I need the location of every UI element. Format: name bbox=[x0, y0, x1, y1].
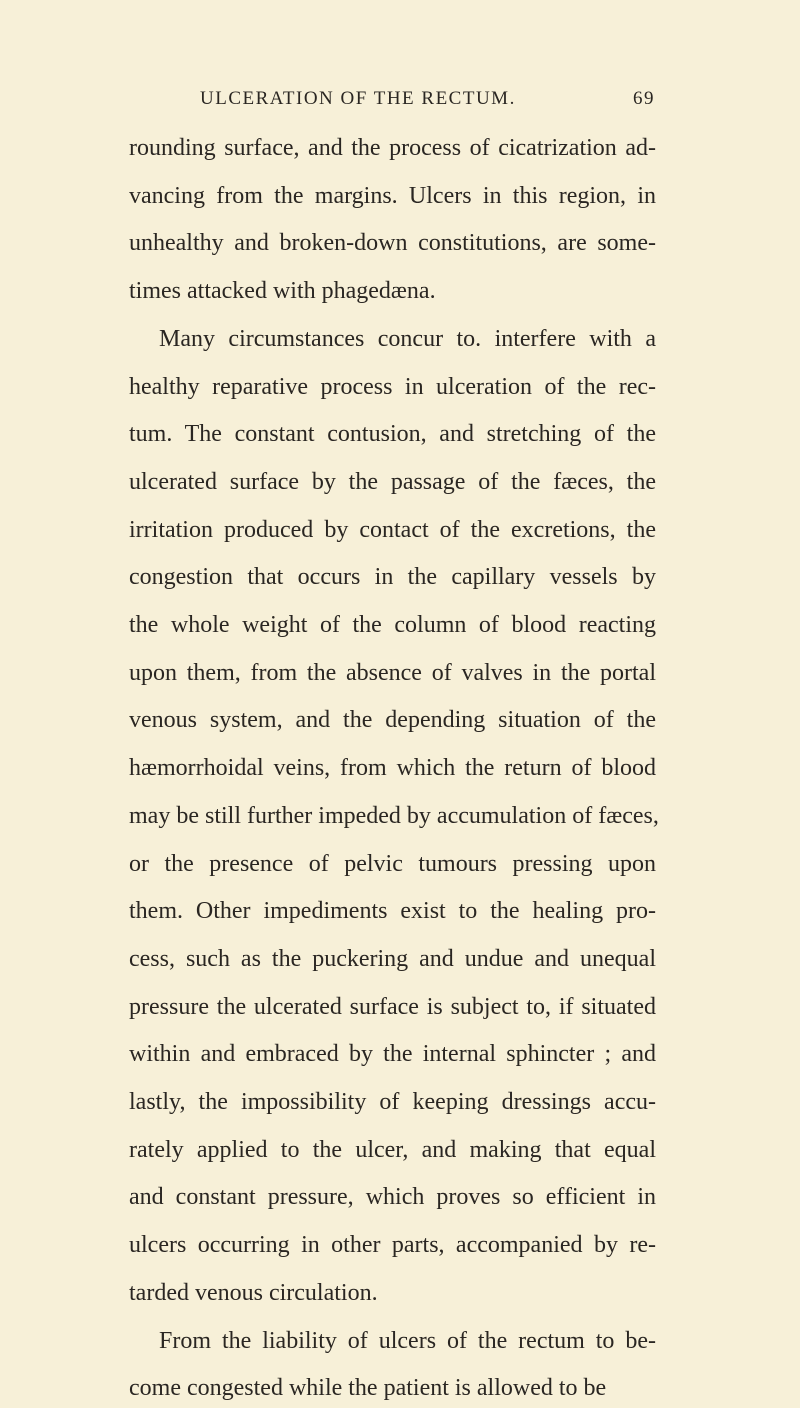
text-line: venous system, and the depending situation of the bbox=[129, 707, 656, 734]
running-head bbox=[130, 88, 655, 118]
text-line: the whole weight of the column of blood reacting bbox=[129, 612, 656, 638]
text-line: within and embraced by the internal sphincter ; and bbox=[129, 1041, 656, 1068]
text-line: pressure the ulcerated surface is subject to, if situated bbox=[129, 993, 656, 1020]
text-line: may be still further impeded by accumulation of fæces, bbox=[129, 802, 659, 829]
text-line: tum. The constant contusion, and stretching of the bbox=[129, 421, 656, 448]
text-line: vancing from the margins. Ulcers in this region, in bbox=[129, 182, 656, 209]
text-line: or the presence of pelvic tumours pressing upon bbox=[129, 850, 656, 877]
text-line: and constant pressure, which proves so efficient in bbox=[129, 1184, 656, 1211]
text-line: upon them, from the absence of valves in the portal bbox=[129, 659, 656, 686]
text-line: them. Other impediments exist to the healing pro- bbox=[129, 898, 656, 925]
page-number: 69 bbox=[633, 88, 655, 109]
text-line: Many circumstances concur to. interfere with a bbox=[159, 325, 656, 352]
text-line: come congested while the patient is allowed to be bbox=[129, 1375, 607, 1402]
text-line: rounding surface, and the process of cicatrization ad- bbox=[129, 135, 656, 161]
text-line: irritation produced by contact of the excretions, the bbox=[129, 516, 656, 543]
text-line: cess, such as the puckering and undue and unequal bbox=[129, 945, 656, 972]
text-line: ulcerated surface by the passage of the fæces, the bbox=[129, 468, 656, 495]
text-line: hæmorrhoidal veins, from which the return of blood bbox=[129, 755, 656, 782]
text-line: times attacked with phagedæna. bbox=[129, 278, 436, 305]
text-line: rately applied to the ulcer, and making that equal bbox=[129, 1136, 656, 1163]
text-line: congestion that occurs in the capillary vessels by bbox=[129, 564, 656, 591]
text-line: unhealthy and broken-down constitutions, are some- bbox=[129, 230, 656, 257]
text-line: ulcers occurring in other parts, accompanied by re- bbox=[129, 1232, 656, 1259]
text-line: lastly, the impossibility of keeping dressings accu- bbox=[129, 1089, 656, 1115]
text-line: From the liability of ulcers of the rectum to be- bbox=[159, 1327, 656, 1354]
text-line: healthy reparative process in ulceration of the rec- bbox=[129, 373, 656, 400]
text-line: tarded venous circulation. bbox=[129, 1279, 378, 1306]
running-title: ULCERATION OF THE RECTUM. bbox=[200, 88, 516, 109]
